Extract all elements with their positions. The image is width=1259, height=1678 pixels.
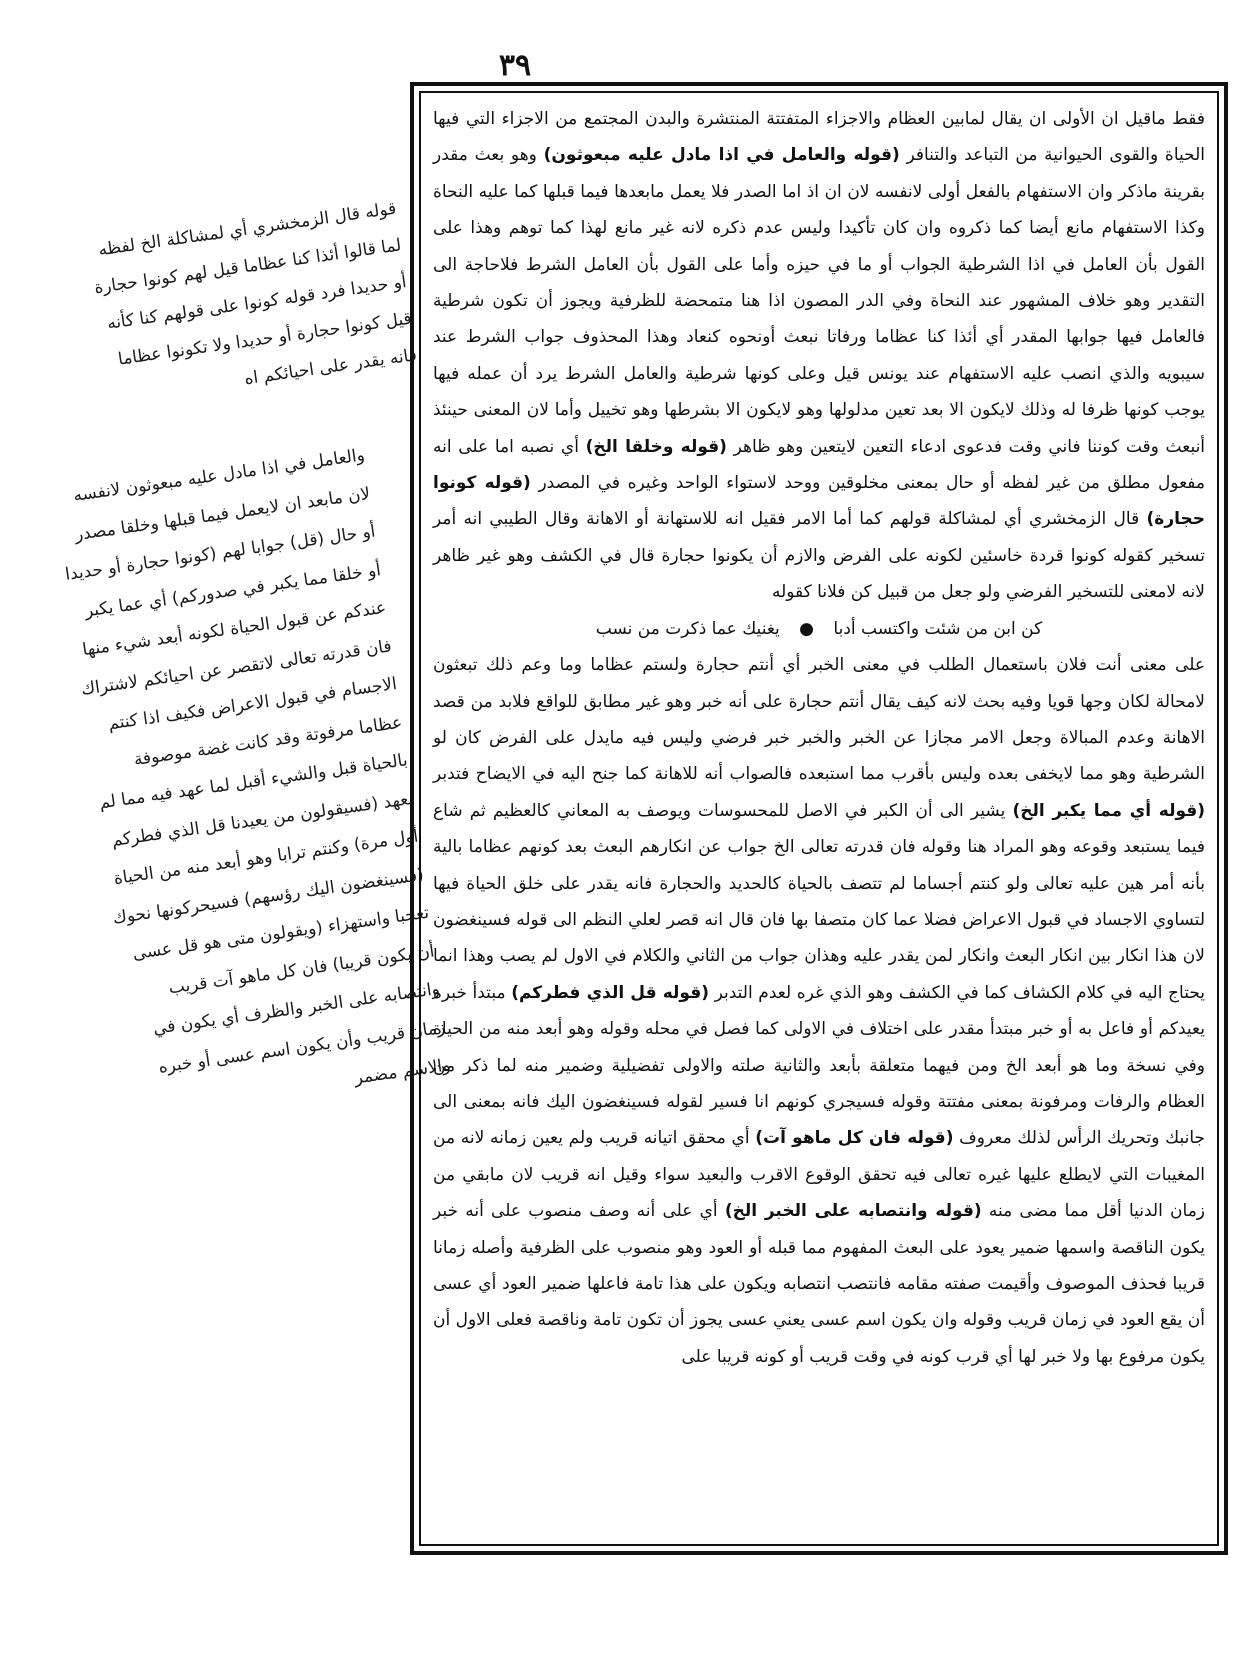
verse-hemistich-2: يغنيك عما ذكرت من نسب: [595, 618, 780, 639]
main-text-frame: [410, 82, 1228, 1555]
verse-separator: ●: [799, 618, 815, 639]
commentary-paragraph: قال الزمخشري أي لمشاكلة قولهم كما أما الامر فقيل انه للاستهانة أو الاهانة وقال الطيبي انه أمر تسخير كقوله كونوا قردة خاسئين لكونه على الفرض والازم أن يكونوا حجارة قال في الكشف وهو غير ظاهر لانه لامعنى للتسخير الفرضي ولو جعل من قبيل كن فلانا كقوله: [433, 509, 1205, 603]
commentary-paragraph: أي محقق اتيانه قريب ولم يعين زمانه لانه من المغيبات التي لايطلع عليها غيره تعالى فيه تحقق الوقوع الاقرب والبعيد سواء وقيل انه قريب لان مابقي من زمان الدنيا أقل مما مضى منه: [433, 1128, 1206, 1222]
margin-note-upper: قوله قال الزمخشري أي لمشاكلة الخ لفظه لما قالوا أئذا كنا عظاما قيل لهم كونوا حجارة أو حديدا فرد قوله كونوا على قولهم كنا كأنه قيل كونوا حجارة أو حديدا ولا تكونوا عظاما فانه يقدر على احيائكم اه: [93, 198, 419, 390]
quotation-marker: (قوله فان كل ماهو آت): [755, 1128, 954, 1149]
commentary-body: [433, 101, 1205, 1375]
quotation-marker: (قوله كونوا حجارة): [433, 473, 1205, 530]
quotation-marker: (قوله أي مما يكبر الخ): [1012, 800, 1206, 821]
page-number: ٣٩: [498, 48, 532, 83]
quotation-marker: (قوله وخلقا الخ): [585, 436, 727, 457]
commentary-paragraph: فقط ماقيل ان الأولى ان يقال لمابين العظام والاجزاء المتفتتة المنتشرة والبدن المجتمع من الاجزاء التي فيها الحياة والقوى الحيوانية من التباعد والتنافر: [433, 109, 1206, 166]
commentary-paragraph: مبتدأ خبره يعيدكم أو فاعل به أو خبر مبتدأ مقدر على اختلاف في الاولى كما فصل في محله وقوله وهو أبعد منه من الحياة وفي نسخة وما هو أبعد الخ ومن فيهما متعلقة بأبعد والثانية صلته والاولى تفضيلية وضمير منه لما ذكر من العظام والرفات ومرفونة بمعنى مفتتة وقوله فسيجري كونهم انا فسير لقوله فسينغضون اليك فانه بمعنى الى جانبك وتحريك الرأس لذلك معروف: [433, 982, 1206, 1149]
quotation-marker: (قوله وانتصابه على الخبر الخ): [724, 1201, 982, 1222]
quotation-marker: (قوله والعامل في اذا مادل عليه مبعوثون): [543, 145, 900, 166]
commentary-paragraph: أي على أنه وصف منصوب على أنه خبر يكون الناقصة واسمها ضمير يعود على البعث المفهوم مما قبله أو العود وهو منصوب على الظرفية وأصله زمانا قريبا فحذف الموصوف وأقيمت صفته مقامه فانتصب انتصابه ويكون على هذا تامة فاعلها ضمير العود أي عسى أن يقع العود في زمان قريب وقوله وان يكون اسم عسى يعني عسى يجوز أن تكون تامة وناقصة فعلى الاول أن يكون مرفوع بها ولا خبر لها أي قرب كونه في وقت قريب أو كونه قريبا على: [433, 1201, 1205, 1367]
commentary-paragraph: يشير الى أن الكبر في الاصل للمحسوسات ويوصف به المعاني كالعظيم ثم شاع فيما يستبعد وقوعه وهو المراد هنا وقوله فان قدرته تعالى الخ جواب عن انكارهم البعث بعد كونهم عظاما بالية بأنه أمر هين عليه تعالى ولو كنتم أجساما لم تتصف بالحياة كالحديد والحجارة فانه يقدر على خلق الحياة فيها لتساوي الاجساد في قبول الاعراض فضلا عما كان متصفا بها فان قال انه قصر لعلي النظم الى قوله فسينغضون لان هذا انكار بين انكار البعث وانكار لمن يقدر عليه وهذان جواب من الثاني والكلام في الاول لم يصب وهذا انما يحتاج اليه في كلام الكشاف كما في الكشف وهو الذي غره لعدم التدبر: [433, 800, 1206, 1003]
quotation-marker: (قوله قل الذي فطركم): [511, 982, 709, 1003]
commentary-paragraph: أي نصبه اما على انه مفعول مطلق من غير لفظه أو حال بمعنى مخلوقين ووحد لاستواء الواحد وغيره في المصدر: [433, 436, 1205, 494]
commentary-paragraph: على معنى أنت فلان باستعمال الطلب في معنى الخبر أي أنتم حجارة ولستم عظاما وما وعم ذلك تبعثون لامحالة لكان وجها قويا وفيه بحث لانه كيف يقال أنتم حجارة على أنه خبر وهو غير مطابق للواقع فلابد من قصد الاهانة وعدم المبالاة وجعل الامر مجازا عن الخبر والخبر خبر فرضي وليس فيه مايدل على الفرض كان لو الشرطية وهو مما لايخفى بعده وليس بأقرب مما استبعده فالصواب أنه للاهانة كما جنح اليه في الايضاح فتدبر: [433, 655, 1205, 785]
margin-note-lower: والعامل في اذا مادل عليه مبعوثون لانفسه لان مابعد ان لايعمل فيما قبلها وخلقا مصدر أو حال (قل) جوابا لهم (كونوا حجارة أو حديدا أو خلقا مما يكبر في صدوركم) أي عما يكبر عندكم عن قبول الحياة لكونه أبعد شيء منها فان قدرته تعالى لاتقصر عن احيائكم لاشتراك الاجسام في قبول الاعراض فكيف اذا كنتم عظاما مرفوتة وقد كانت غضة موصوفة بالحياة قبل والشيء أقبل لما عهد فيه مما لم يعهد (فسيقولون من يعيدنا قل الذي فطركم أول مرة) وكنتم ترابا وهو أبعد منه من الحياة (فسينغضون اليك رؤسهم) فسيحركونها نحوك تعجبا واستهزاء (ويقولون متى هو قل عسى أن يكون قريبا) فان كل ماهو آت قريب وانتصابه على الخبر والظرف أي يكون في زمان قريب وأن يكون اسم عسى أو خبره والاسم مضمر: [63, 445, 452, 1089]
main-text-frame-inner: [419, 91, 1219, 1546]
poetry-verse: [433, 611, 1205, 647]
commentary-paragraph: وهو بعث مقدر بقرينة ماذكر وان الاستفهام بالفعل أولى لانفسه لان ان اذ اما الصدر فلا يعمل مابعدها فيما قبلها كما عليه النحاة وكذا الاستفهام مانع أيضا كما ذكروه وان كان تأكيدا وليس عدم ذكره لانه غير مانع لهذا كما توهم وهذا على القول بأن العامل في اذا الشرطية الجواب أو ما في حيزه وأما على القول بأن العامل الشرط فلاحاجة الى التقدير وهو خلاف المشهور عند النحاة وفي الدر المصون اذا هنا متمحضة للظرفية ويجوز أن تكون شرطية فالعامل فيها جوابها المقدر أي أئذا كنا عظاما ورفاتا نبعث أونحوه كنعاد وهذا المحذوف جواب الشرط عند سيبويه والذي انصب عليه الاستفهام عند يونس قيل وعلى كونها شرطية والعامل الشرط يرد أن عمله فيها يوجب كونها ظرفا له وذلك لايكون الا بعد تعين مدلولها وهو لايكون الا بشرطها وهو تخييل وأما لان المعنى حينئذ أنبعث وقت كوننا فاني وقت فدعوى ادعاء التعين لايتعين وهو ظاهر: [433, 145, 1206, 457]
commentary-block-1: [433, 101, 1205, 611]
commentary-block-2: [433, 647, 1205, 1375]
verse-hemistich-1: كن ابن من شئت واكتسب أدبا: [833, 618, 1043, 639]
